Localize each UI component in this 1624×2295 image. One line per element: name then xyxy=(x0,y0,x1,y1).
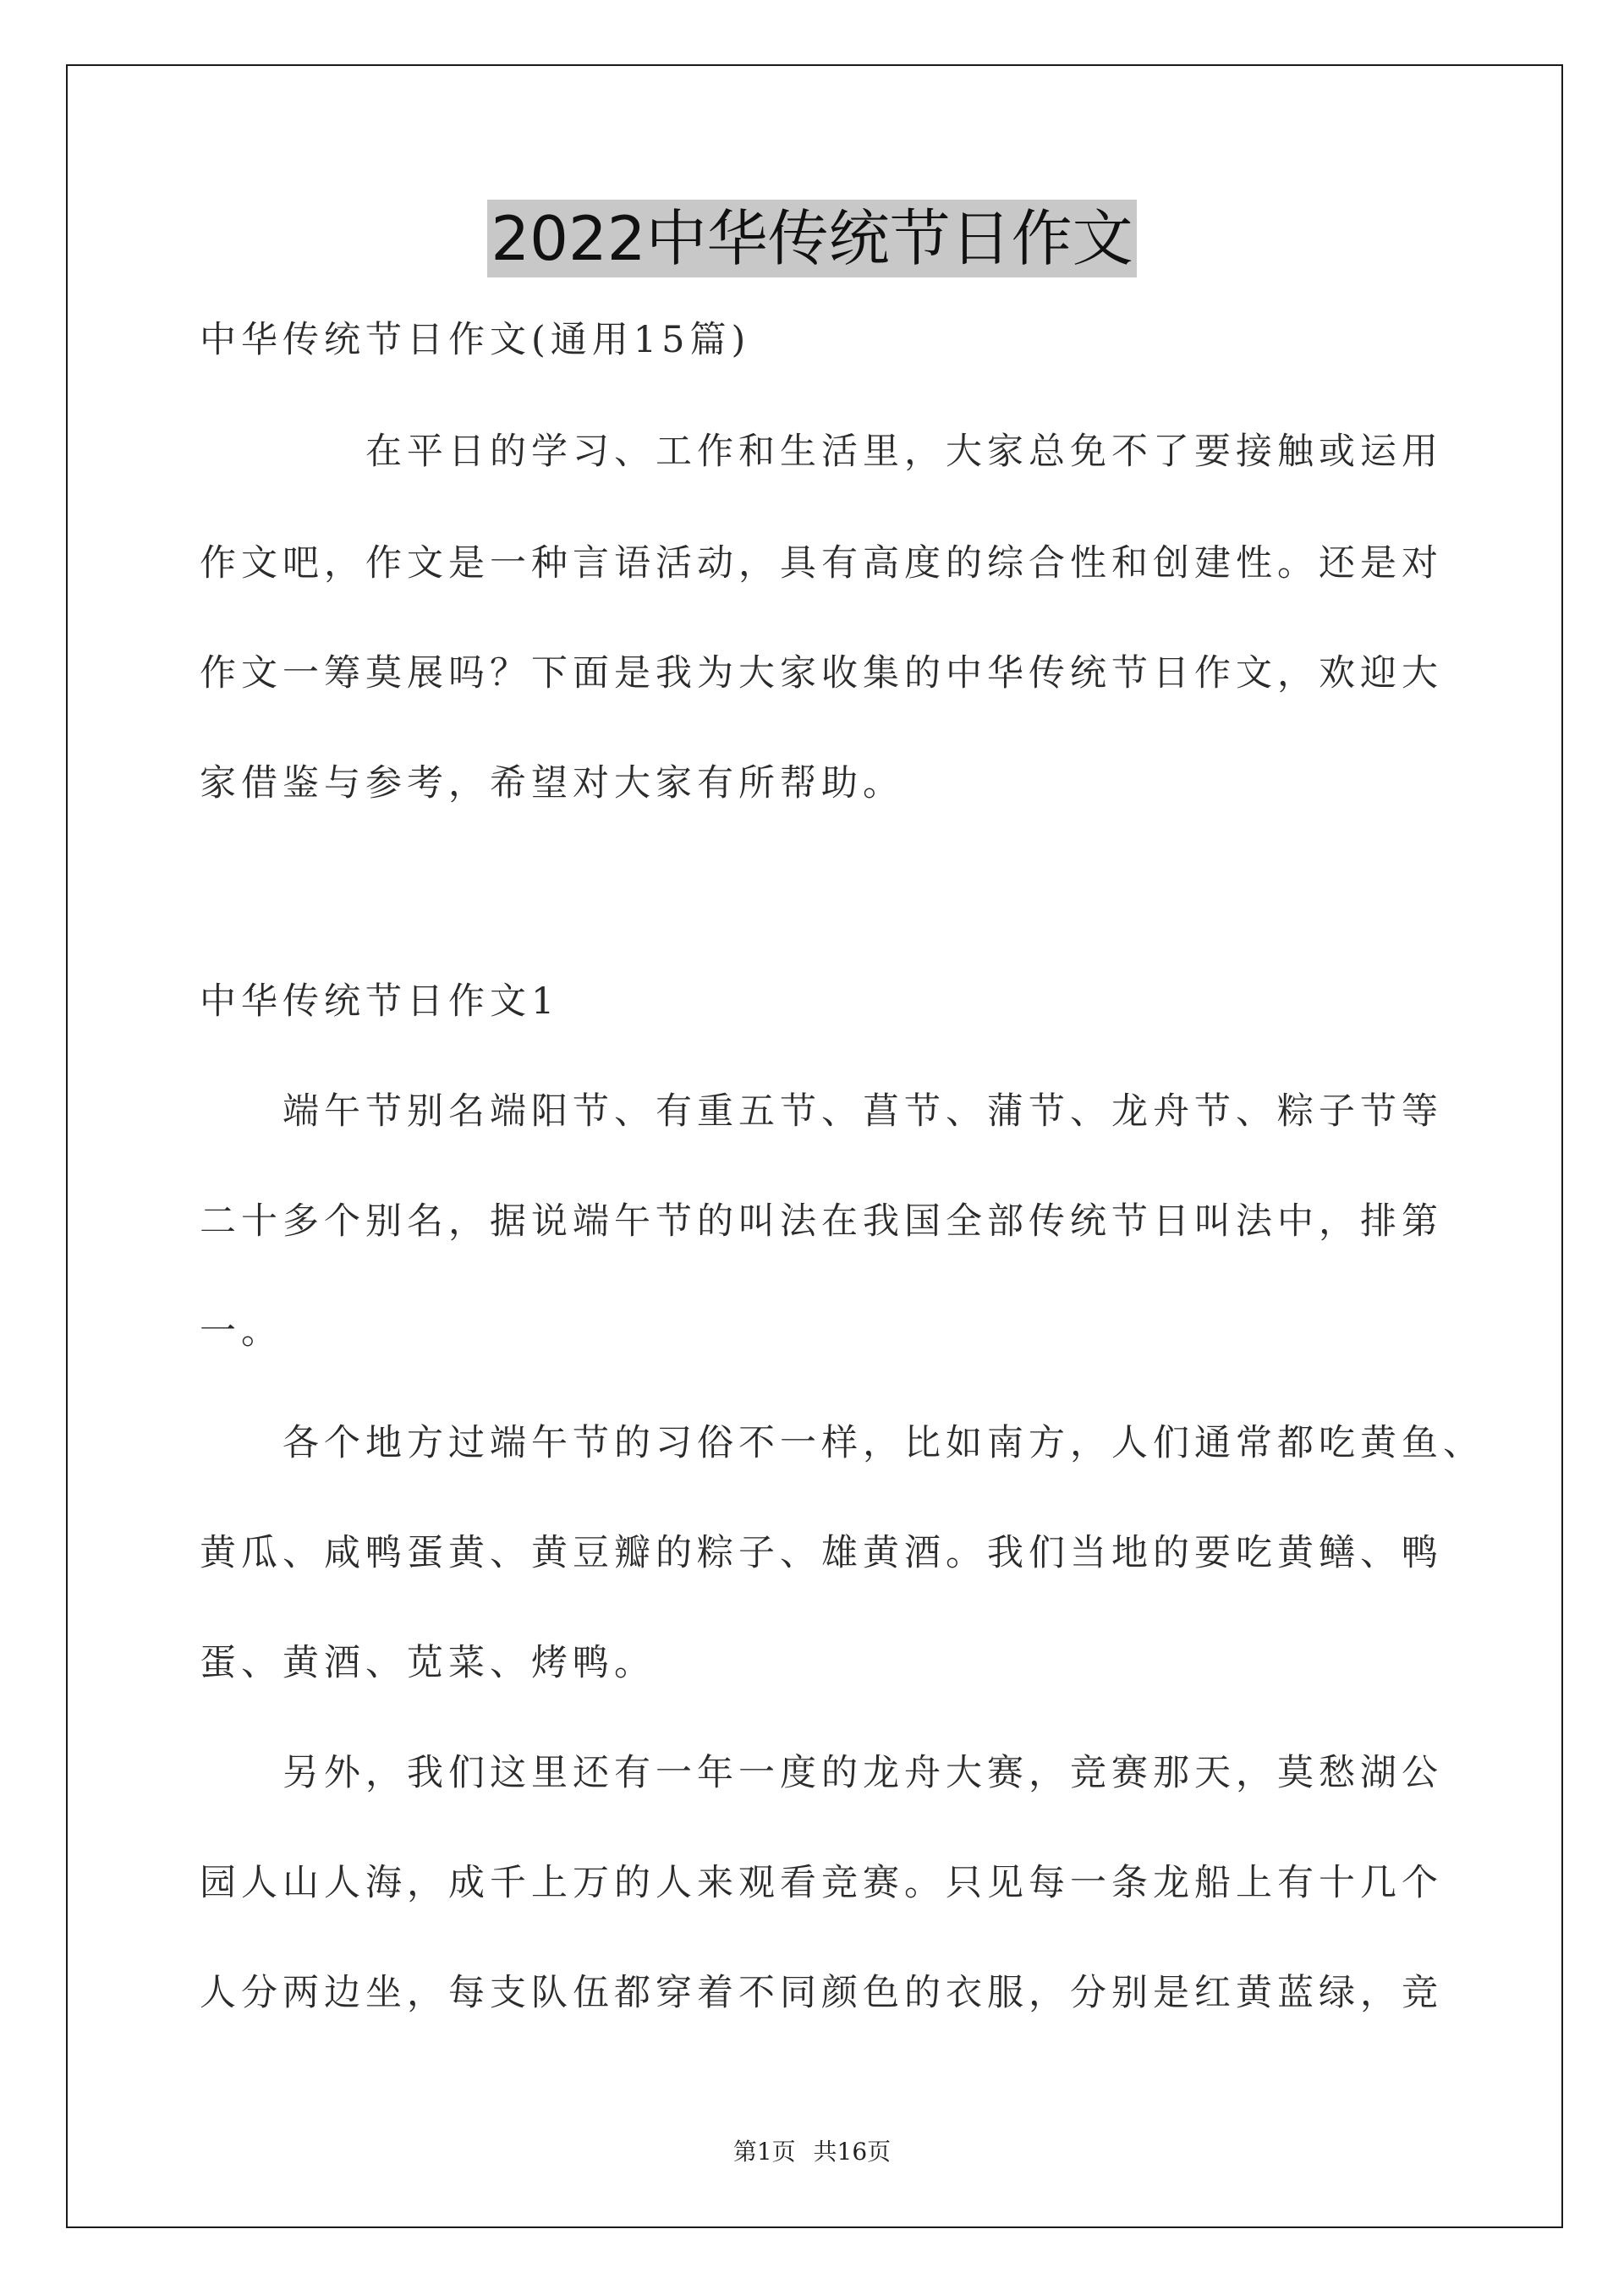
paragraph-line: 各个地方过端午节的习俗不一样，比如南方，人们通常都吃黄鱼、 xyxy=(283,1422,1484,1464)
document-title: 2022中华传统节日作文 xyxy=(487,200,1136,277)
paragraph-line: 一。 xyxy=(200,1310,283,1353)
section-heading: 中华传统节日作文1 xyxy=(200,980,560,1023)
paragraph-line: 人分两边坐，每支队伍都穿着不同颜色的衣服，分别是红黄蓝绿，竞 xyxy=(200,1972,1443,2014)
paragraph-line: 黄瓜、咸鸭蛋黄、黄豆瓣的粽子、雄黄酒。我们当地的要吃黄鳝、鸭 xyxy=(200,1532,1443,1574)
intro-line: 家借鉴与参考，希望对大家有所帮助。 xyxy=(200,762,904,804)
paragraph-line: 端午节别名端阳节、有重五节、菖节、蒲节、龙舟节、粽子节等 xyxy=(283,1090,1443,1133)
page-total: 共16页 xyxy=(813,2138,892,2166)
intro-line: 在平日的学习、工作和生活里，大家总免不了要接触或运用 xyxy=(365,431,1443,473)
intro-line: 作文一筹莫展吗？下面是我为大家收集的中华传统节日作文，欢迎大 xyxy=(200,652,1443,695)
title-container xyxy=(0,200,1624,277)
paragraph-line: 蛋、黄酒、苋菜、烤鸭。 xyxy=(200,1642,656,1684)
paragraph-line: 二十多个别名，据说端午节的叫法在我国全部传统节日叫法中，排第 xyxy=(200,1200,1443,1243)
paragraph-line: 另外，我们这里还有一年一度的龙舟大赛，竞赛那天，莫愁湖公 xyxy=(283,1752,1443,1794)
paragraph-line: 园人山人海，成千上万的人来观看竞赛。只见每一条龙船上有十几个 xyxy=(200,1862,1443,1904)
page-number: 第1页 xyxy=(732,2138,796,2166)
intro-line: 作文吧，作文是一种言语活动，具有高度的综合性和创建性。还是对 xyxy=(200,542,1443,585)
page-footer xyxy=(0,2133,1624,2167)
document-subtitle: 中华传统节日作文(通用15篇) xyxy=(200,319,751,361)
